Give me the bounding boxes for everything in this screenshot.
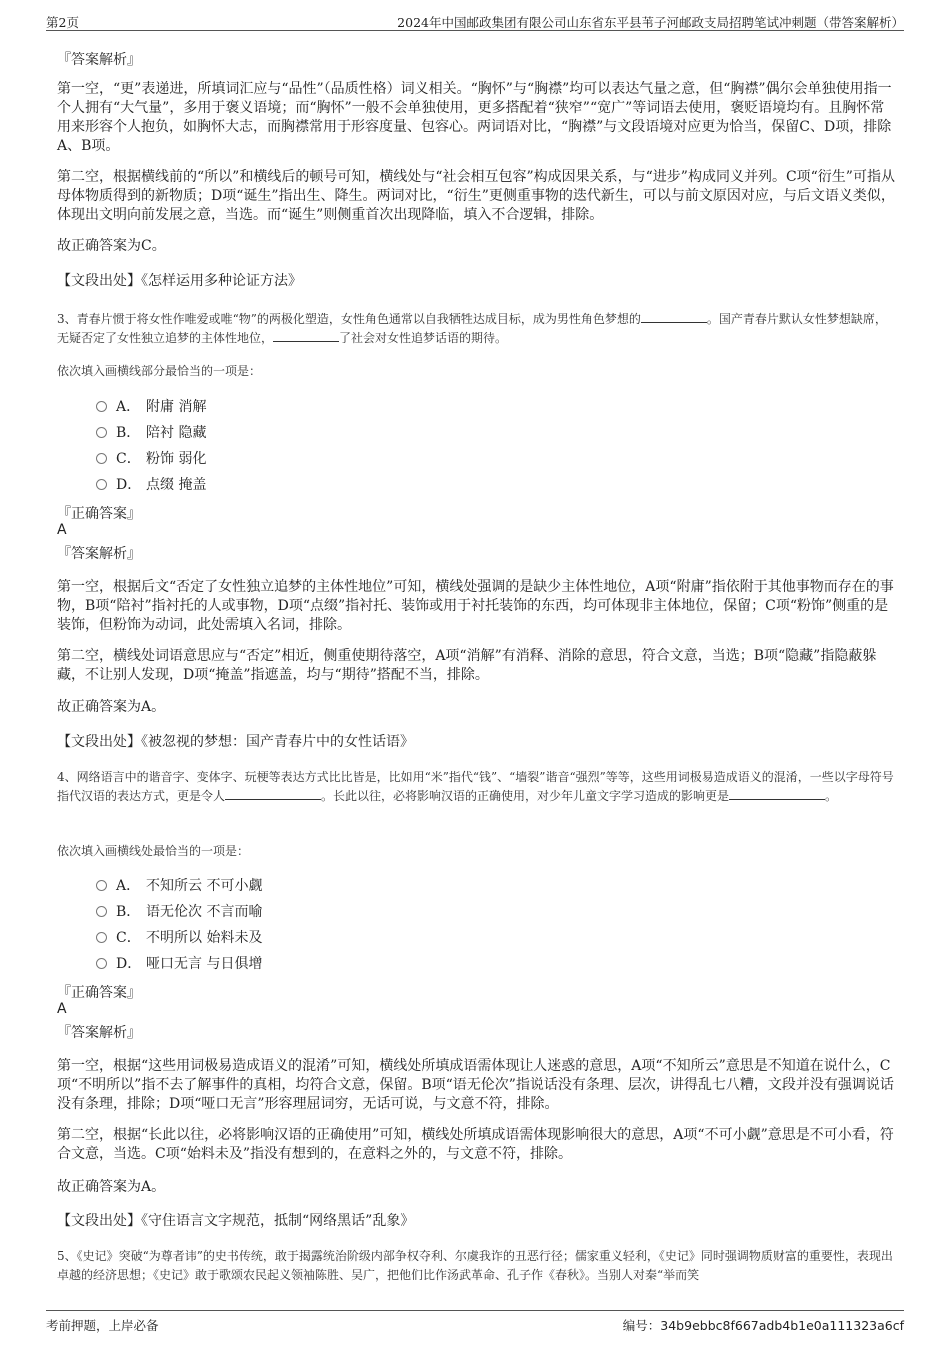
radio-icon[interactable] [96,427,107,438]
q3-analysis-paragraph-2: 第二空，横线处词语意思应与“否定”相近，侧重使期待落空，A项“消解”有消释、消除的意思，符合文意，当选；B项“隐藏”指隐蔽躲藏，不让别人发现，D项“掩盖”指遮盖，均与“期待”搭配不当，排除。 [57,648,877,683]
option-text: 粉饰 弱化 [146,451,207,467]
document-title: 2024年中国邮政集团有限公司山东省东平县苇子河邮政支局招聘笔试冲刺题（带答案解析） [397,15,904,30]
option-letter: A． [116,399,141,415]
option-text: 点缀 掩盖 [146,477,207,493]
q3-correct-answer: A [57,522,67,538]
q3-conclusion: 故正确答案为A。 [57,699,166,715]
q2-analysis-label: 『答案解析』 [57,52,141,68]
q4-option-d[interactable] [96,954,262,974]
q3-blank-2 [273,329,339,342]
option-text: 陪衬 隐藏 [146,425,207,441]
q4-stem-part-3: 。 [825,789,838,803]
q4-option-a[interactable] [96,876,262,896]
document-id: 编号：34b9ebbc8f667adb4b1e0a111323a6cf [622,1318,904,1333]
q3-stem-part-2: 。国产青春片默认女性梦想缺席，无疑否定了女性独立追梦的主体性地位， [57,312,887,345]
option-letter: C． [116,451,141,467]
radio-icon[interactable] [96,958,107,969]
option-letter: D． [116,477,142,493]
q3-correct-label: 『正确答案』 [57,506,141,522]
q3-stem-part-3: 了社会对女性追梦话语的期待。 [339,331,508,345]
q4-correct-label: 『正确答案』 [57,985,141,1001]
option-letter: B． [116,904,141,920]
q4-stem [57,768,897,806]
option-letter: D． [116,956,142,972]
q4-option-c[interactable] [96,928,262,948]
q3-analysis-paragraph-1: 第一空，根据后文“否定了女性独立追梦的主体性地位”可知，横线处强调的是缺少主体性地位，A项“附庸”指依附于其他事物而存在的事物，B项“陪衬”指衬托的人或事物，D项“点缀”指衬托、装饰或用于衬托装饰的东西，均可体现非主体地位，保留；C项“粉饰”侧重的是装饰，但粉饰为动词，此处需填入名词，排除。 [57,579,894,633]
radio-icon[interactable] [96,479,107,490]
option-text: 语无伦次 不言而喻 [146,904,263,920]
q3-option-a[interactable] [96,397,206,417]
q2-analysis-paragraph-2: 第二空，根据横线前的“所以”和横线后的顿号可知，横线处与“社会相互包容”构成因果关系，与“进步”构成同义并列。C项“衍生”可指从母体物质得到的新物质；D项“诞生”指出生、降生。两词对比，“衍生”更侧重事物的迭代新生，可以与前文原因对应，与后文语义类似，体现出文明向前发展之意，当选。而“诞生”则侧重首次出现降临，填入不合逻辑，排除。 [57,169,895,223]
radio-icon[interactable] [96,453,107,464]
q4-analysis-label: 『答案解析』 [57,1025,141,1041]
q2-source: 【文段出处】《怎样运用多种论证方法》 [57,273,302,289]
option-text: 哑口无言 与日俱增 [146,956,263,972]
option-text: 不明所以 始料未及 [146,930,263,946]
q4-prompt: 依次填入画横线处最恰当的一项是： [57,844,250,858]
q2-conclusion: 故正确答案为C。 [57,238,166,254]
q4-blank-1 [225,787,321,800]
q2-analysis-paragraph-1: 第一空，“更”表递进，所填词汇应与“品性”（品质性格）词义相关。“胸怀”与“胸襟”均可以表达气量之意，但“胸襟”偶尔会单独使用指一个人拥有“大气量”，多用于褒义语境；而“胸怀”一般不会单独使用，更多搭配着“狭窄”“宽广”等词语去使用，褒贬语境均有。且胸怀常用来形容个人抱负，如胸怀大志，而胸襟常用于形容度量、包容心。两词语对比，“胸襟”与文段语境对应更为恰当，保留C、D项，排除A、B项。 [57,81,892,154]
q4-stem-part-1: 4、网络语言中的谐音字、变体字、玩梗等表达方式比比皆是，比如用“米”指代“钱”、“墙裂”谐音“强烈”等等，这些用词极易造成语义的混淆，一些以字母符号指代汉语的表达方式，更是令人 [57,770,894,803]
q4-stem-part-2: 。长此以往，必将影响汉语的正确使用，对少年儿童文字学习造成的影响更是 [321,789,730,803]
option-text: 不知所云 不可小觑 [146,878,263,894]
q3-blank-1 [641,310,707,323]
radio-icon[interactable] [96,401,107,412]
q4-source: 【文段出处】《守住语言文字规范，抵制“网络黑话”乱象》 [57,1213,415,1229]
q3-stem [57,310,897,348]
q4-conclusion: 故正确答案为A。 [57,1179,166,1195]
option-text: 附庸 消解 [146,399,207,415]
q3-prompt: 依次填入画横线部分最恰当的一项是： [57,364,262,378]
option-letter: C． [116,930,141,946]
q3-option-d[interactable] [96,475,206,495]
q3-analysis-label: 『答案解析』 [57,546,141,562]
radio-icon[interactable] [96,880,107,891]
page-header [46,10,904,31]
q4-correct-answer: A [57,1001,67,1017]
q4-blank-2 [729,787,825,800]
q3-option-c[interactable] [96,449,206,469]
q3-source: 【文段出处】《被忽视的梦想：国产青春片中的女性话语》 [57,734,414,750]
radio-icon[interactable] [96,932,107,943]
q4-option-b[interactable] [96,902,262,922]
radio-icon[interactable] [96,906,107,917]
q5-stem: 5、《史记》突破“为尊者讳”的史书传统，敢于揭露统治阶级内部争权夺利、尔虞我诈的丑恶行径；儒家重义轻利，《史记》同时强调物质财富的重要性，表现出卓越的经济思想；《史记》敢于歌颂农民起义领袖陈胜、吴广，把他们比作汤武革命、孔子作《春秋》。当别人对秦“举而笑 [57,1249,893,1282]
q3-option-b[interactable] [96,423,206,443]
footer-slogan: 考前押题，上岸必备 [46,1318,159,1333]
q4-analysis-paragraph-1: 第一空，根据“这些用词极易造成语义的混淆”可知，横线处所填成语需体现让人迷惑的意思，A项“不知所云”意思是不知道在说什么，C项“不明所以”指不去了解事件的真相，均符合文意，保留。B项“语无伦次”指说话没有条理、层次，讲得乱七八糟，文段并没有强调说话没有条理，排除；D项“哑口无言”形容理屈词穷，无话可说，与文意不符，排除。 [57,1058,894,1112]
option-letter: A． [116,878,141,894]
q4-analysis-paragraph-2: 第二空，根据“长此以往，必将影响汉语的正确使用”可知，横线处所填成语需体现影响很大的意思，A项“不可小觑”意思是不可小看，符合文意，当选。C项“始料未及”指没有想到的，在意料之外的，与文意不符，排除。 [57,1127,894,1162]
q3-stem-part-1: 3、青春片惯于将女性作唯爱或唯“物”的两极化塑造，女性角色通常以自我牺牲达成目标，成为男性角色梦想的 [57,312,641,326]
option-letter: B． [116,425,141,441]
page-number: 第2页 [46,15,79,30]
page-footer [46,1310,904,1333]
